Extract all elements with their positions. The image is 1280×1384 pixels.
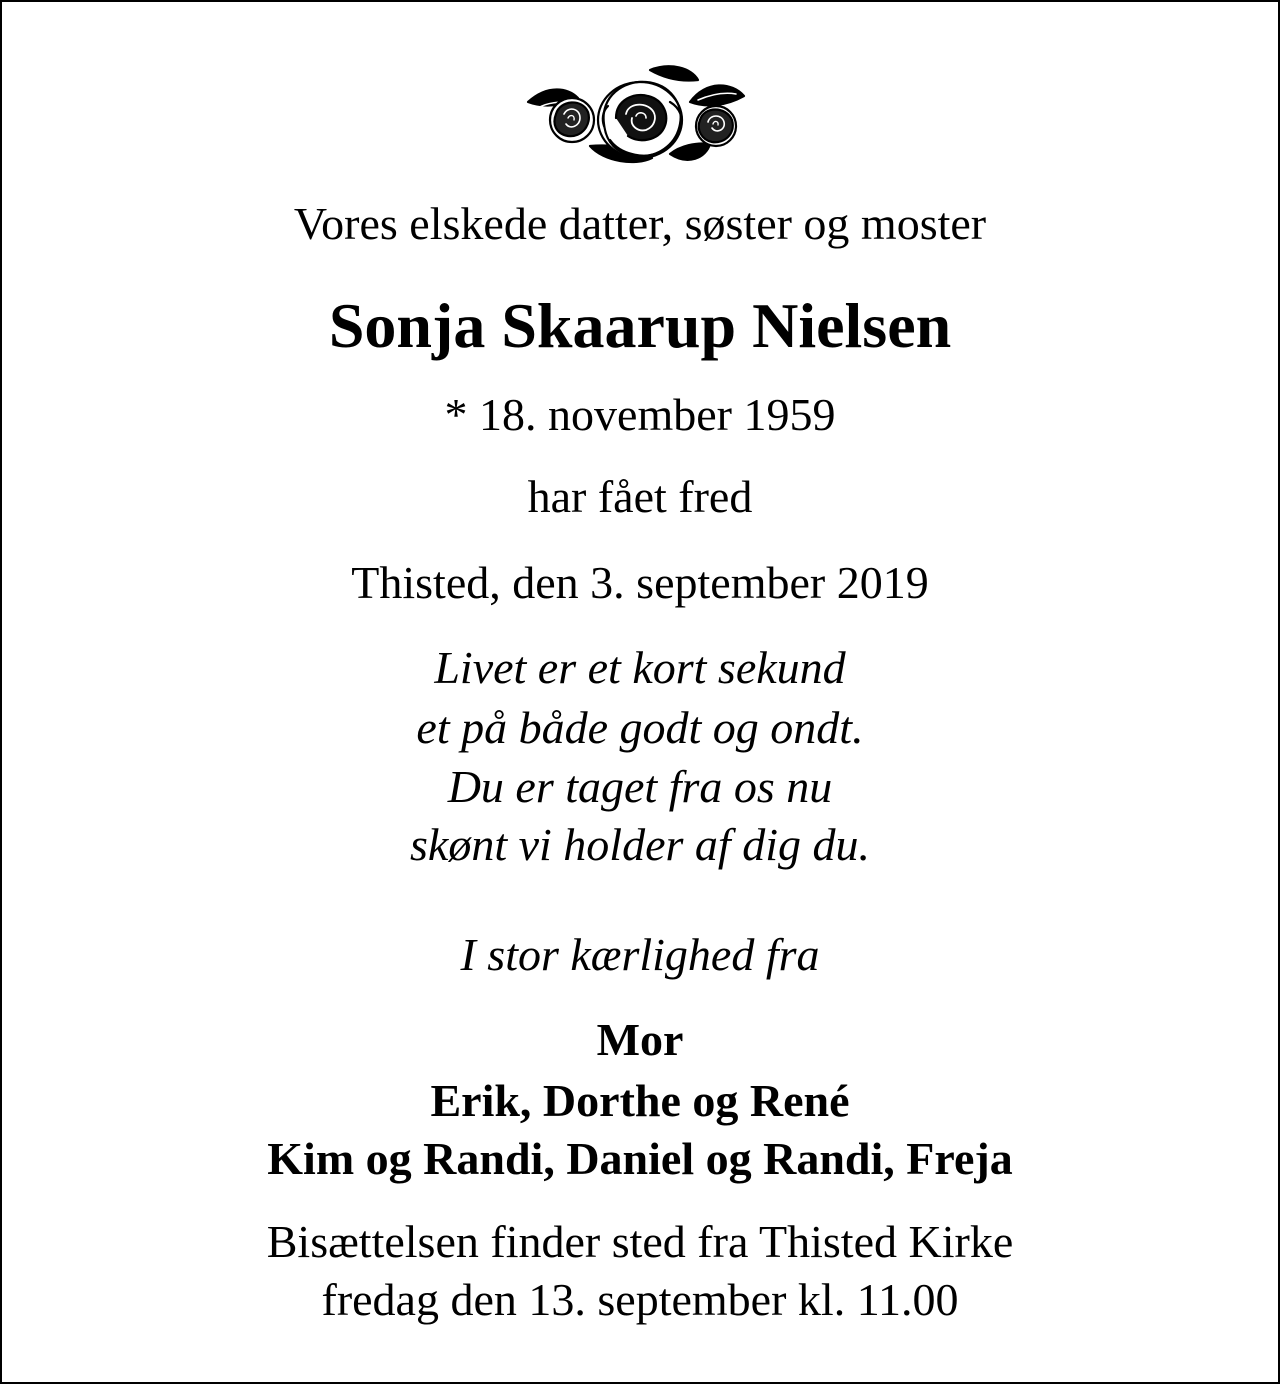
family-line: Kim og Randi, Daniel og Randi, Freja bbox=[267, 1133, 1013, 1184]
deceased-name: Sonja Skaarup Nielsen bbox=[328, 290, 952, 361]
place-and-date: Thisted, den 3. september 2019 bbox=[351, 557, 929, 608]
family-line: Erik, Dorthe og René bbox=[430, 1075, 850, 1126]
birth-date: * 18. november 1959 bbox=[444, 389, 836, 440]
poem-line: Livet er et kort sekund bbox=[434, 642, 846, 693]
poem-line: et på både godt og ondt. bbox=[416, 702, 864, 753]
intro-text: Vores elskede datter, søster og moster bbox=[293, 198, 987, 249]
funeral-info: Bisættelsen finder sted fra Thisted Kirke bbox=[266, 1216, 1014, 1267]
roses-icon bbox=[520, 62, 760, 173]
love-from-text: I stor kærlighed fra bbox=[460, 929, 820, 980]
family-line: Mor bbox=[596, 1014, 684, 1065]
poem-line: Du er taget fra os nu bbox=[447, 761, 833, 812]
funeral-info: fredag den 13. september kl. 11.00 bbox=[321, 1274, 959, 1325]
passed-text: har fået fred bbox=[527, 471, 753, 522]
poem-line: skønt vi holder af dig du. bbox=[410, 819, 870, 870]
